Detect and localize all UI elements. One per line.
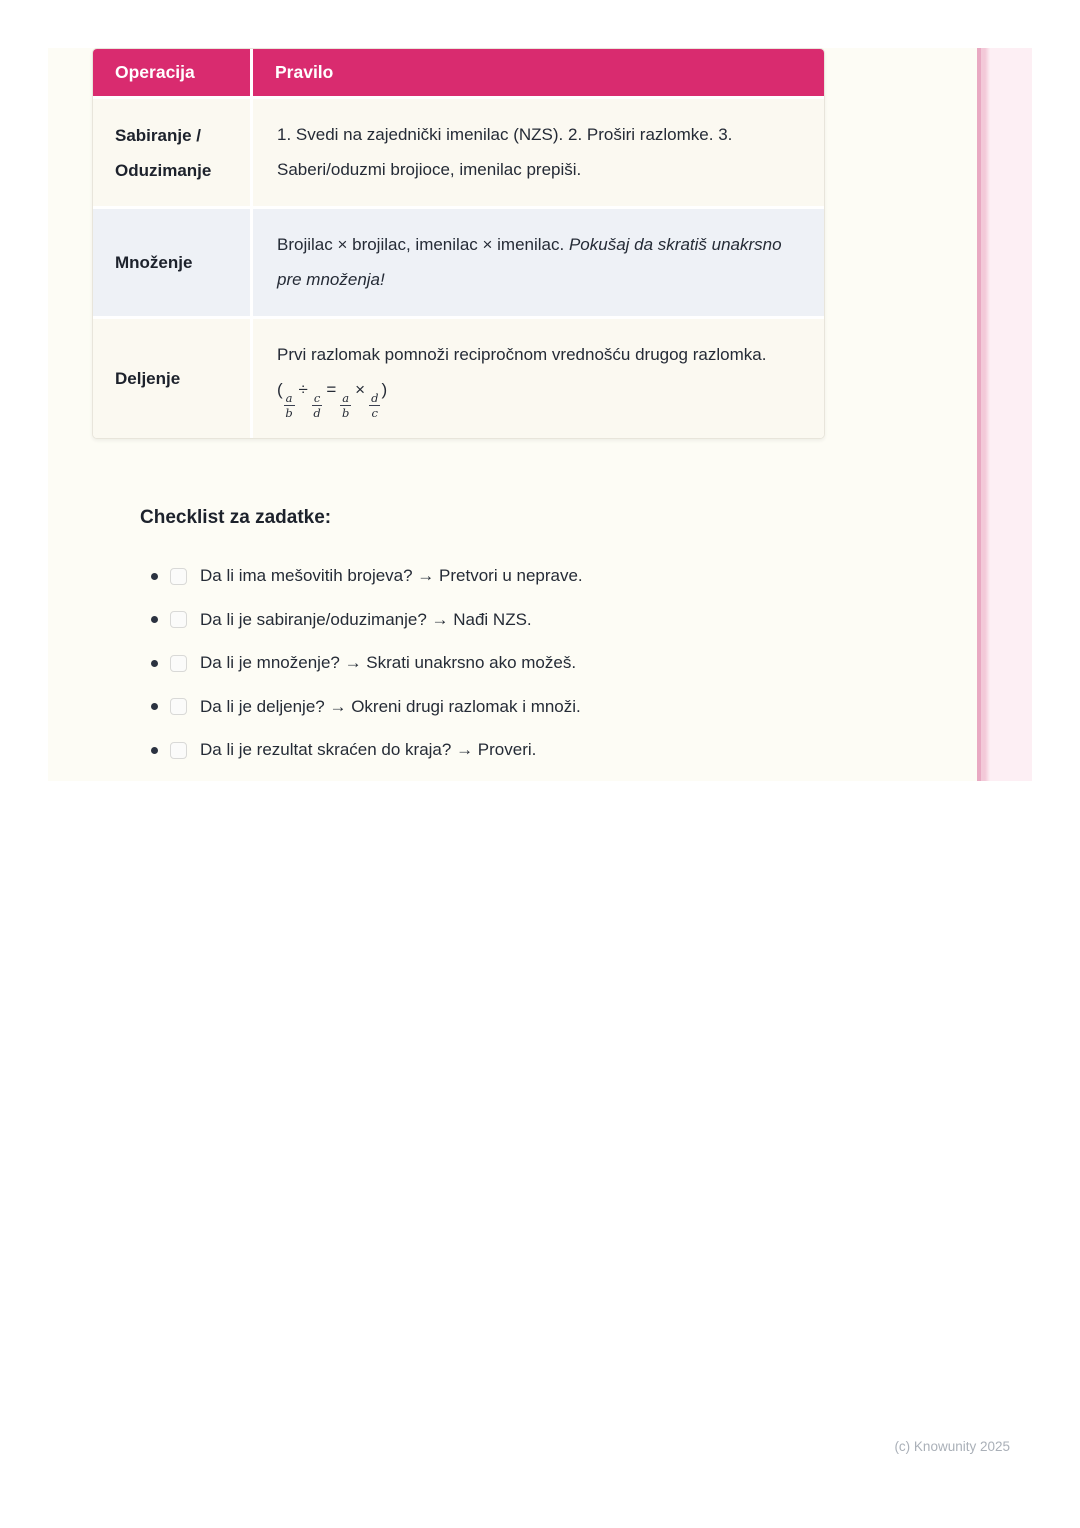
checklist-item (140, 652, 583, 674)
checklist-checkbox[interactable] (170, 742, 187, 759)
rule-text-italic: Pokušaj da skratiš unakrsno pre množenja! (277, 235, 782, 289)
paren-open: ( (277, 380, 283, 399)
operation-label: Sabiranje / Oduzimanje (93, 99, 253, 209)
multiply-sign: × (355, 380, 366, 399)
fraction-d-c: $\frac{d}{c}$ (371, 391, 379, 421)
checklist-item-text: Da li je sabiranje/oduzimanje? → Nađi NZS. (200, 609, 532, 629)
checklist-item (140, 696, 583, 718)
divide-sign: ÷ (298, 380, 308, 399)
checklist-item (140, 609, 583, 631)
page-edge-decoration (977, 48, 1032, 781)
table-header-row (93, 49, 824, 99)
bullet-icon (151, 573, 158, 580)
equals-sign: = (326, 380, 337, 399)
table-row (93, 99, 824, 209)
checklist-checkbox[interactable] (170, 611, 187, 628)
document-page (48, 48, 977, 781)
checklist-heading: Checklist za zadatke: (140, 507, 332, 528)
bullet-icon (151, 660, 158, 667)
checklist-item-text: Da li je deljenje? → Okreni drugi razlomak i množi. (200, 696, 581, 716)
rule-text: 1. Svedi na zajednički imenilac (NZS). 2. Proširi razlomke. 3. Saberi/oduzmi brojioce, imenilac prepiši. (253, 99, 824, 209)
fraction-rules-table (92, 48, 825, 439)
bullet-icon (151, 703, 158, 710)
fraction-c-d: $\frac{c}{d}$ (313, 391, 321, 421)
checklist-checkbox[interactable] (170, 655, 187, 672)
bullet-icon (151, 616, 158, 623)
rule-text (253, 209, 824, 319)
checklist-item (140, 565, 583, 587)
rule-text-normal: Prvi razlomak pomnoži recipročnom vrednošću drugog razlomka. (277, 345, 767, 364)
operation-label: Množenje (93, 209, 253, 319)
fraction-a-b: $\frac{a}{b}$ (285, 391, 293, 421)
rule-text-normal: Brojilac × brojilac, imenilac × imenilac. (277, 235, 565, 254)
fraction-a-b: $\frac{a}{b}$ (342, 391, 350, 421)
table-row (93, 209, 824, 319)
table-row (93, 319, 824, 438)
paren-close: ) (381, 380, 388, 399)
division-formula (277, 380, 388, 421)
copyright-text: (c) Knowunity 2025 (894, 1439, 1010, 1454)
checklist-checkbox[interactable] (170, 698, 187, 715)
operation-label: Deljenje (93, 319, 253, 438)
checklist-checkbox[interactable] (170, 568, 187, 585)
table-header-pravilo: Pravilo (253, 49, 824, 99)
checklist-item-text: Da li je rezultat skraćen do kraja? → Proveri. (200, 740, 537, 759)
bullet-icon (151, 747, 158, 754)
checklist-item-text: Da li ima mešovitih brojeva? → Pretvori u neprave. (200, 566, 583, 585)
checklist-item-text: Da li je množenje? → Skrati unakrsno ako možeš. (200, 653, 577, 672)
rule-text (253, 319, 824, 438)
table-header-operacija: Operacija (93, 49, 253, 99)
checklist-item (140, 739, 583, 761)
checklist (140, 565, 583, 783)
